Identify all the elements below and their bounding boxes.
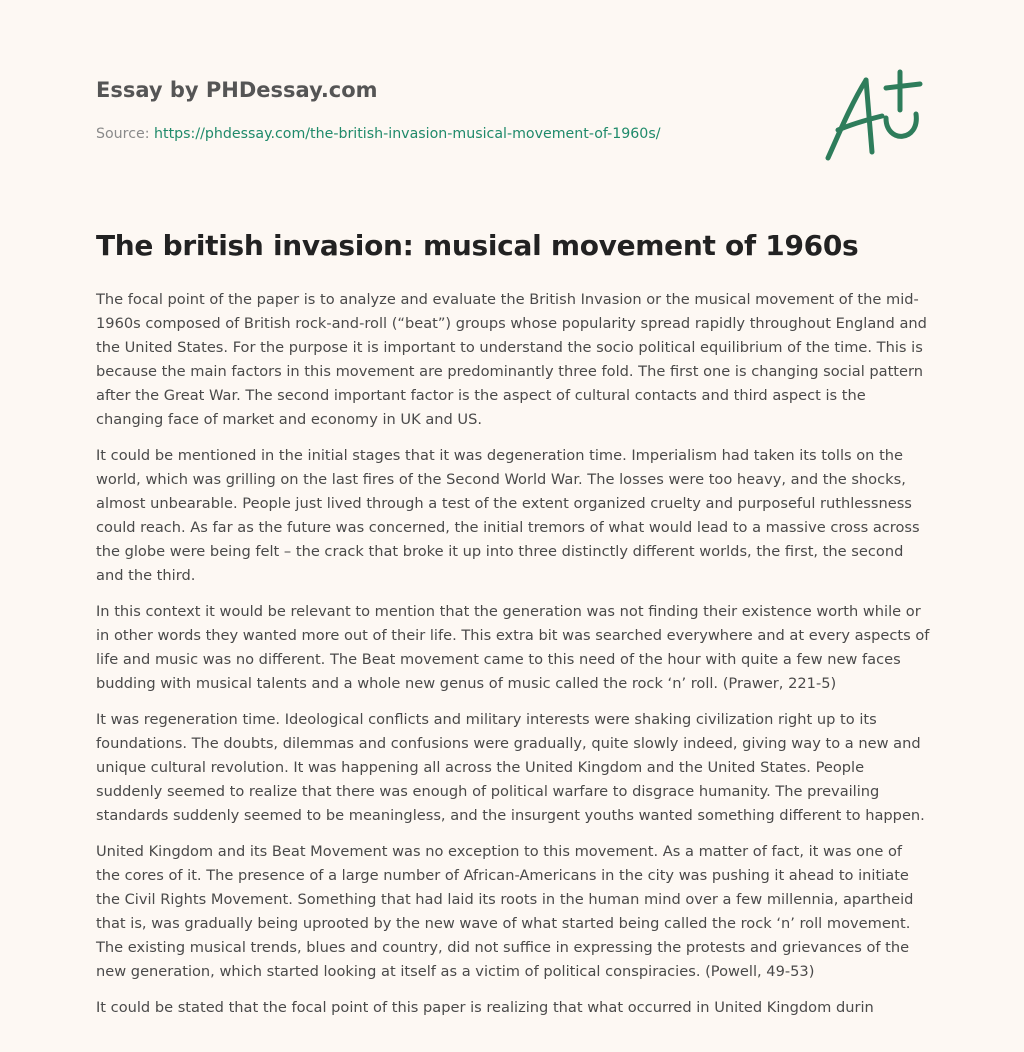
source-link[interactable]: https://phdessay.com/the-british-invasion-musical-movement-of-1960s/ [154, 126, 661, 142]
article-paragraph: In this context it would be relevant to mention that the generation was not finding their existence worth while or in other words they wanted more out of their life. This extra bit was searched everywhere and at every aspects of life and music was no different. The Beat movement came to this need of the hour with quite a few new faces budding with musical talents and a whole new genus of music called the rock ‘n’ roll. (Prawer, 221-5) [96, 603, 930, 692]
article-paragraph: The focal point of the paper is to analyze and evaluate the British Invasion or the musical movement of the mid-1960s composed of British rock-and-roll (“beat”) groups whose popularity spread rapidly throughout England and the United States. For the purpose it is important to understand the socio political equilibrium of the time. This is because the main factors in this movement are predominantly three fold. The first one is changing social pattern after the Great War. The second important factor is the aspect of cultural contacts and third aspect is the changing face of market and economy in UK and US. [96, 291, 927, 428]
article-paragraph: United Kingdom and its Beat Movement was no exception to this movement. As a matter of fact, it was one of the cores of it. The presence of a large number of African-Americans in the city was pushing it ahead to initiate the Civil Rights Movement. Something that had laid its roots in the human mind over a few millennia, apartheid that is, was gradually being uprooted by the new wave of what started being called the rock ‘n’ roll movement. The existing musical trends, blues and country, did not suffice in expressing the protests and grievances of the new generation, which started looking at itself as a victim of political conspiracies. (Powell, 49-53) [96, 843, 914, 980]
source-label: Source: [96, 126, 155, 142]
page-header [96, 76, 796, 144]
article-paragraph: It was regeneration time. Ideological conflicts and military interests were shaking civilization right up to its foundations. The doubts, dilemmas and confusions were gradually, quite slowly indeed, giving way to a new and unique cultural revolution. It was happening all across the United Kingdom and the United States. People suddenly seemed to realize that there was enough of political warfare to disgrace humanity. The prevailing standards suddenly seemed to be meaningless, and the insurgent youths wanted something different to happen. [96, 711, 925, 824]
article-title: The british invasion: musical movement of 1960s [96, 229, 859, 262]
article-paragraph: It could be mentioned in the initial stages that it was degeneration time. Imperialism had taken its tolls on the world, which was grilling on the last fires of the Second World War. The losses were too heavy, and the shocks, almost unbearable. People just lived through a test of the extent organized cruelty and purposeful ruthlessness could reach. As far as the future was concerned, the initial tremors of what would lead to a massive cross across the globe were being felt – the crack that broke it up into three distinctly different worlds, the first, the second and the third. [96, 447, 920, 584]
source-line [96, 124, 796, 144]
site-title: Essay by PHDessay.com [96, 78, 378, 102]
a-plus-logo-icon [820, 66, 930, 166]
article-paragraph: It could be stated that the focal point of this paper is realizing that what occurred in United Kingdom durin [96, 999, 874, 1016]
article [96, 226, 930, 1032]
